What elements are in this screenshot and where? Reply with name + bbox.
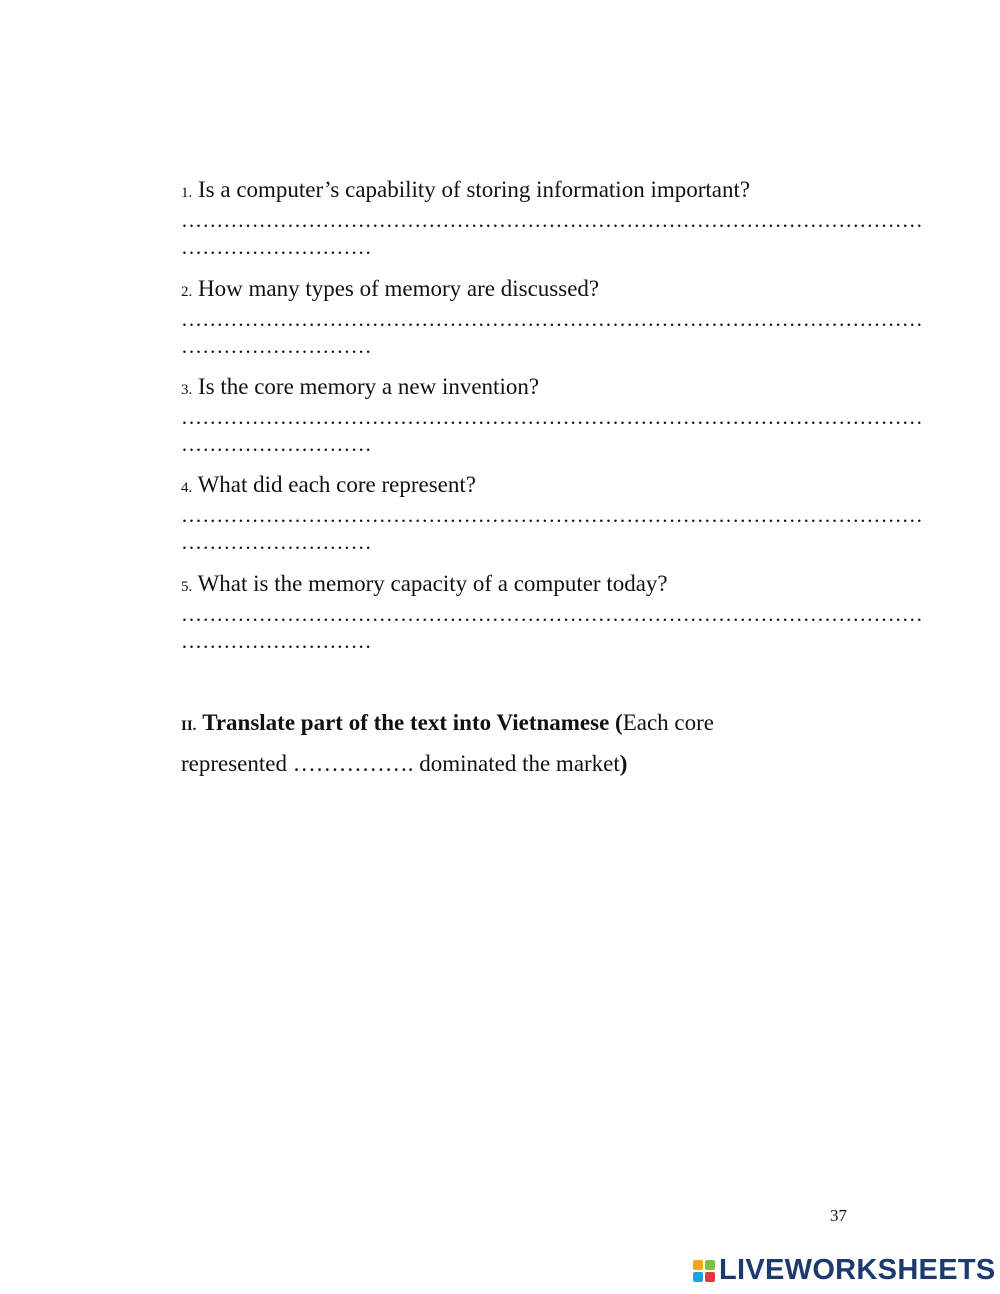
answer-line-2b: ……………………… (181, 334, 372, 358)
logo-square-1 (693, 1260, 703, 1270)
page-number: 37 (830, 1206, 847, 1225)
question-4-number: 4. (181, 480, 193, 496)
section-2-title: Translate part of the text into Vietnamese ( (202, 710, 623, 735)
question-2-prompt: How many types of memory are discussed? (198, 276, 600, 301)
question-5-number: 5. (181, 579, 193, 595)
question-1-text (181, 176, 851, 207)
answer-line-1a: …………………………………………………………………………………………… (181, 208, 923, 232)
question-4 (181, 471, 923, 556)
logo-square-3 (693, 1272, 703, 1282)
question-3-text (181, 373, 851, 404)
answer-line-5a: …………………………………………………………………………………………… (181, 602, 923, 626)
liveworksheets-brand (693, 1254, 996, 1287)
question-2-text (181, 275, 851, 306)
question-5 (181, 570, 923, 655)
answer-line-2a: …………………………………………………………………………………………… (181, 307, 923, 331)
logo-square-4 (705, 1272, 715, 1282)
answer-line-3b: ……………………… (181, 432, 372, 456)
section-2-detail: Each core represented ……………. dominated the market (181, 710, 714, 776)
liveworksheets-logo-icon (693, 1260, 715, 1282)
question-3-prompt: Is the core memory a new invention? (198, 374, 540, 399)
section-2-close-paren: ) (619, 751, 628, 776)
section-2-number: II. (181, 718, 197, 734)
answer-line-5b: ……………………… (181, 629, 372, 653)
question-2-number: 2. (181, 284, 193, 300)
section-2-translation (181, 704, 821, 783)
question-5-text (181, 570, 851, 601)
answer-line-1b: ……………………… (181, 235, 372, 259)
logo-square-2 (705, 1260, 715, 1270)
liveworksheets-wordmark: LIVEWORKSHEETS (719, 1254, 996, 1286)
answer-line-4a: …………………………………………………………………………………………… (181, 503, 923, 527)
question-1-number: 1. (181, 185, 193, 201)
question-1 (181, 176, 923, 261)
question-1-prompt: Is a computer’s capability of storing information important? (198, 177, 751, 202)
question-3 (181, 373, 923, 458)
question-4-text (181, 471, 851, 502)
question-4-prompt: What did each core represent? (197, 472, 476, 497)
question-2 (181, 275, 923, 360)
question-5-prompt: What is the memory capacity of a computer today? (197, 571, 668, 596)
answer-line-4b: ……………………… (181, 530, 372, 554)
question-3-number: 3. (181, 382, 193, 398)
answer-line-3a: …………………………………………………………………………………………… (181, 405, 923, 429)
